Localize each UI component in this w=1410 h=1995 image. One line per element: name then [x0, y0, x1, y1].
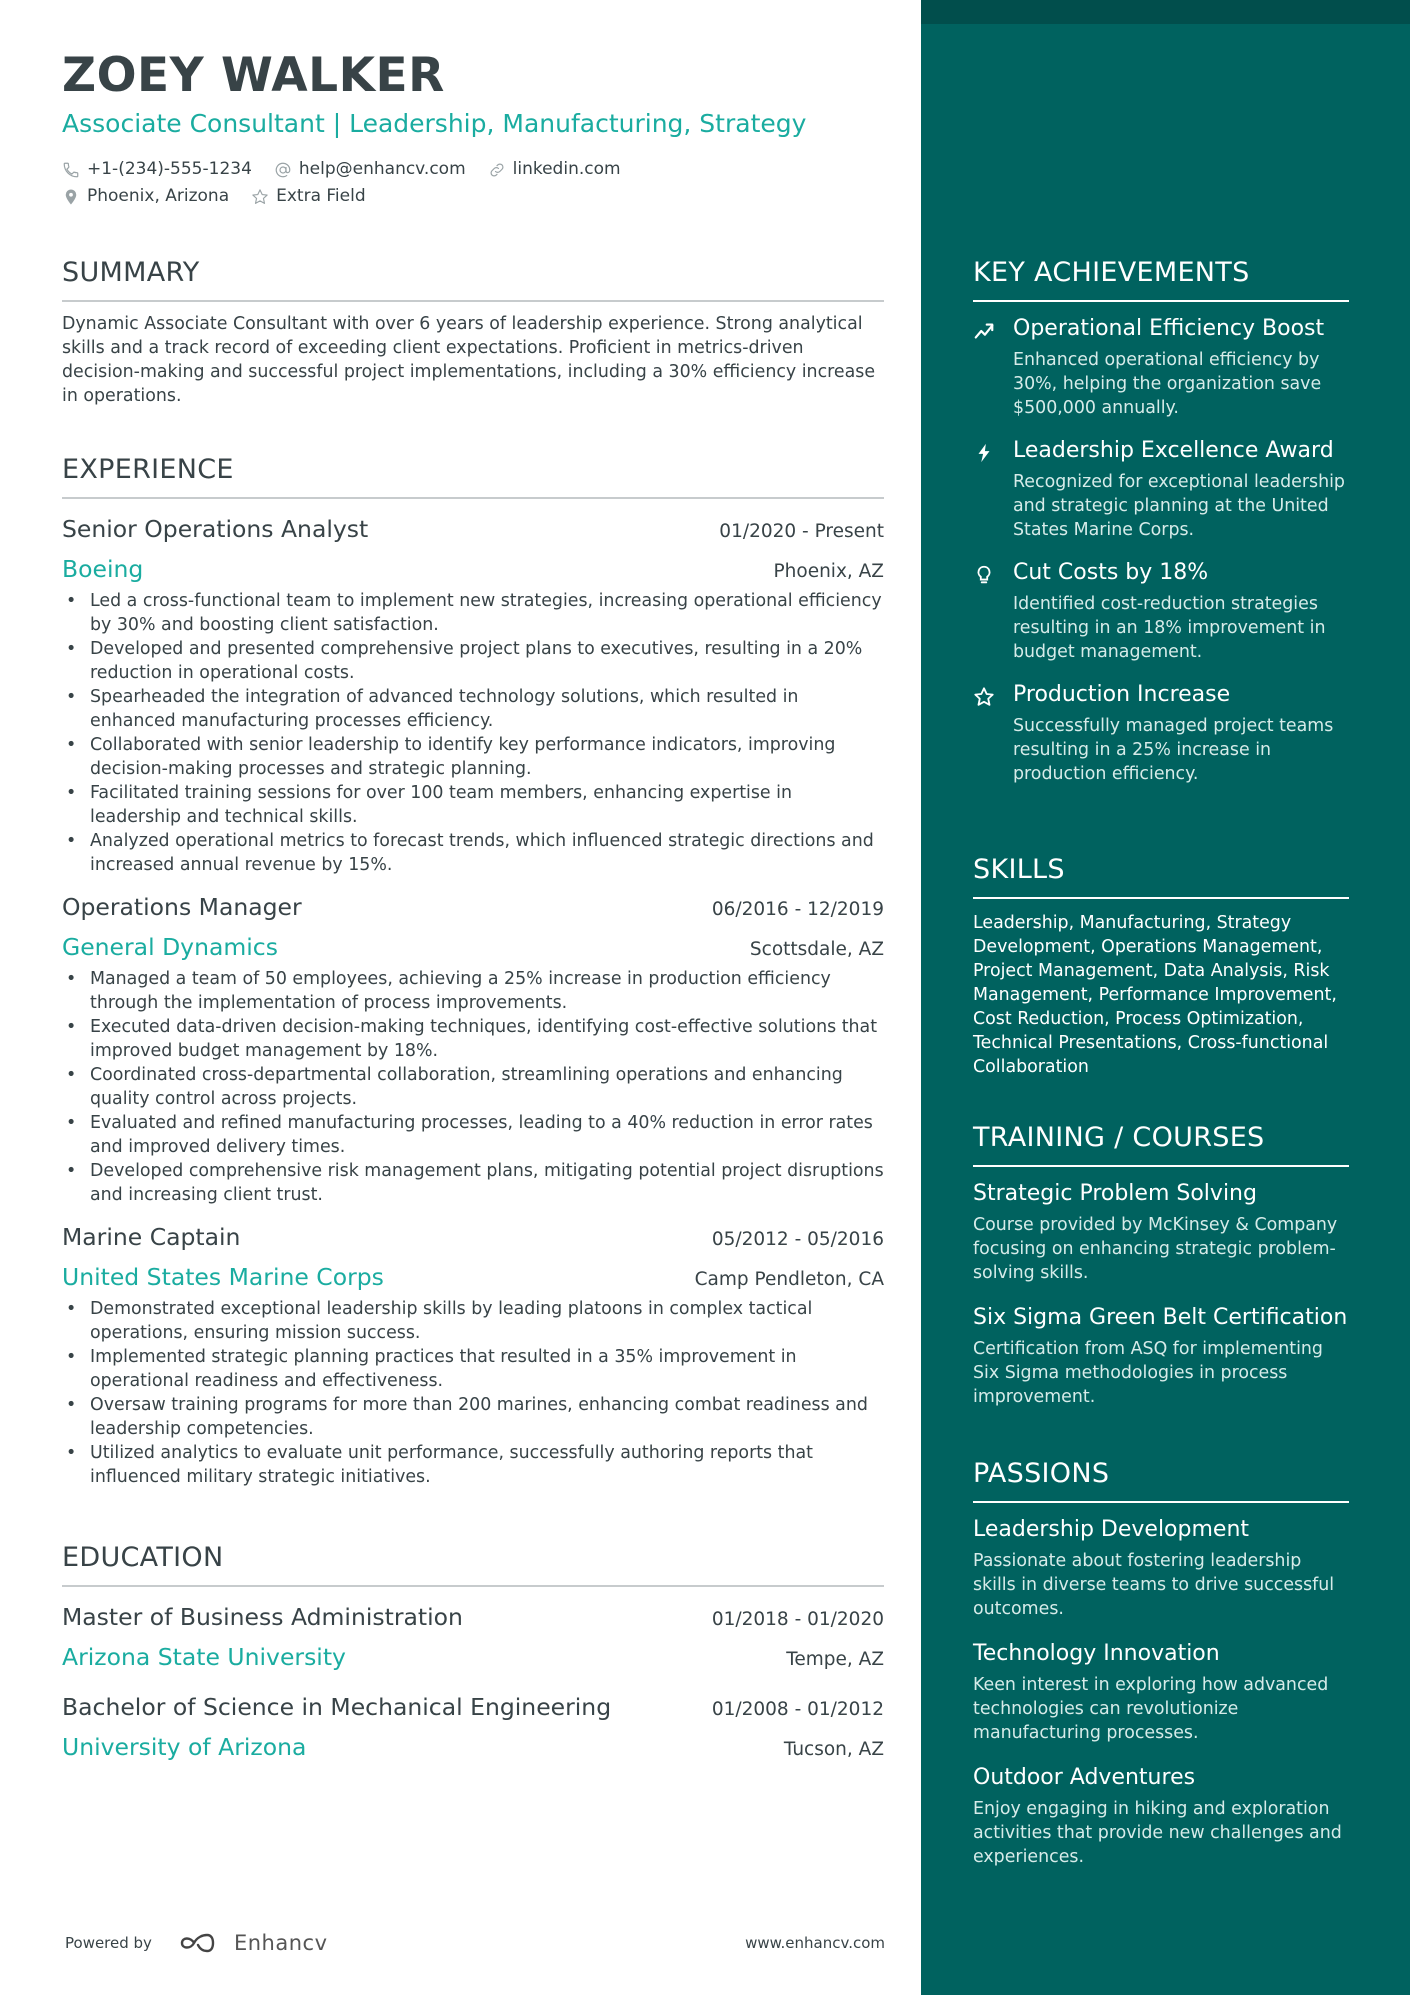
course-title: Six Sigma Green Belt Certification [973, 1305, 1348, 1330]
school-name: University of Arizona [62, 1733, 307, 1761]
school-name: Arizona State University [62, 1643, 346, 1671]
bullet-item: • Led a cross-functional team to implement new strategies, increasing operational efficiency by 30% and boosting client satisfaction. [90, 589, 884, 637]
passion-title: Technology Innovation [973, 1641, 1220, 1666]
phone-text: +1-(234)-555-1234 [87, 159, 252, 179]
education-title: EDUCATION [62, 1541, 884, 1587]
achievement-desc: Enhanced operational efficiency by 30%, helping the organization save $500,000 annually. [1013, 350, 1322, 418]
job-title: Senior Operations Analyst [62, 515, 369, 543]
footer [65, 1930, 885, 1956]
degree: Master of Business Administration [62, 1603, 463, 1631]
achievement-desc: Recognized for exceptional leadership and strategic planning at the United States Marine Corps. [1013, 472, 1345, 540]
candidate-name: ZOEY WALKER [62, 48, 445, 103]
brand-text: Enhancv [233, 1931, 328, 1955]
achievement-item [973, 680, 1349, 786]
achievement-title: Production Increase [1013, 682, 1231, 707]
job-bullets [62, 1297, 884, 1489]
achievement-title: Cut Costs by 18% [1013, 560, 1209, 585]
achievements-title: KEY ACHIEVEMENTS [973, 256, 1349, 302]
company-name: United States Marine Corps [62, 1263, 384, 1291]
passion-desc: Keen interest in exploring how advanced technologies can revolutionize manufacturing processes. [973, 1675, 1329, 1743]
passion-title: Leadership Development [973, 1517, 1250, 1542]
bullet-item: • Analyzed operational metrics to forecast trends, which influenced strategic directions and increased annual revenue by 15%. [90, 829, 884, 877]
bullet-item: • Developed and presented comprehensive project plans to executives, resulting in a 20% reduction in operational costs. [90, 637, 884, 685]
skills-text: Leadership, Manufacturing, Strategy Development, Operations Management, Project Management, Data Analysis, Risk Management, Performance Improvement, Cost Reduction, Process Optimization, Technical Presentations, Cross-functional Collaboration [973, 913, 1337, 1077]
passion-desc: Passionate about fostering leadership skills in diverse teams to drive successful outcomes. [973, 1551, 1335, 1619]
education-location: Tucson, AZ [783, 1739, 884, 1760]
growth-icon [973, 320, 995, 342]
contact-phone[interactable] [62, 156, 252, 183]
achievement-desc: Successfully managed project teams resulting in a 25% increase in production efficiency. [1013, 716, 1334, 784]
education-date: 01/2008 - 01/2012 [711, 1699, 884, 1720]
bullet-item: • Utilized analytics to evaluate unit performance, successfully authoring reports that influenced military strategic initiatives. [90, 1441, 884, 1489]
summary-title: SUMMARY [62, 256, 884, 302]
phone-icon [62, 161, 80, 179]
achievement-item [973, 314, 1349, 420]
location-pin-icon [62, 188, 80, 206]
enhancv-logo[interactable] [178, 1930, 328, 1956]
bullet-item: • Managed a team of 50 employees, achieving a 25% increase in production efficiency through the implementation of process improvements. [90, 967, 884, 1015]
enhancv-logo-icon [178, 1930, 224, 1956]
bullet-item: • Oversaw training programs for more than 200 marines, enhancing combat readiness and leadership competencies. [90, 1393, 884, 1441]
achievements-section [973, 256, 1349, 802]
star-icon [973, 686, 995, 708]
linkedin-text: linkedin.com [512, 159, 621, 179]
education-entry [62, 1687, 884, 1767]
skills-section [973, 853, 1349, 1079]
job-entry [62, 1217, 884, 1489]
achievement-item [973, 436, 1349, 542]
company-name: General Dynamics [62, 933, 278, 961]
training-section [973, 1121, 1349, 1427]
job-location: Scottsdale, AZ [749, 939, 884, 960]
bullet-item: • Facilitated training sessions for over 100 team members, enhancing expertise in leadership and technical skills. [90, 781, 884, 829]
achievement-item [973, 558, 1349, 664]
bullet-item: • Demonstrated exceptional leadership skills by leading platoons in complex tactical operations, ensuring mission success. [90, 1297, 884, 1345]
job-location: Phoenix, AZ [773, 561, 884, 582]
job-entry [62, 887, 884, 1207]
summary-text: Dynamic Associate Consultant with over 6 years of leadership experience. Strong analytical skills and a track record of exceeding client expectations. Proficient in metrics-driven decision-making and successful project implementations, including a 30% efficiency increase in operations. [62, 314, 876, 406]
summary-section [62, 256, 884, 408]
degree: Bachelor of Science in Mechanical Engineering [62, 1693, 612, 1721]
job-bullets [62, 967, 884, 1207]
lightbulb-icon [973, 564, 995, 586]
training-title: TRAINING / COURSES [973, 1121, 1349, 1167]
skills-title: SKILLS [973, 853, 1349, 899]
contact-linkedin[interactable] [488, 156, 621, 183]
achievement-desc: Identified cost-reduction strategies resulting in an 18% improvement in budget management. [1013, 594, 1326, 662]
link-icon [488, 161, 506, 179]
education-entry [62, 1597, 884, 1677]
experience-title: EXPERIENCE [62, 453, 884, 499]
job-date: 06/2016 - 12/2019 [711, 899, 884, 920]
passion-desc: Enjoy engaging in hiking and exploration activities that provide new challenges and experiences. [973, 1799, 1342, 1867]
lightning-icon [973, 442, 995, 464]
bullet-item: • Executed data-driven decision-making techniques, identifying cost-effective solutions that improved budget management by 18%. [90, 1015, 884, 1063]
passions-title: PASSIONS [973, 1457, 1349, 1503]
bullet-item: • Evaluated and refined manufacturing processes, leading to a 40% reduction in error rates and improved delivery times. [90, 1111, 884, 1159]
contact-location [62, 183, 229, 210]
job-title: Operations Manager [62, 893, 302, 921]
bullet-item: • Implemented strategic planning practices that resulted in a 35% improvement in operational readiness and effectiveness. [90, 1345, 884, 1393]
achievement-title: Leadership Excellence Award [1013, 438, 1334, 463]
bullet-item: • Coordinated cross-departmental collaboration, streamlining operations and enhancing quality control across projects. [90, 1063, 884, 1111]
education-location: Tempe, AZ [786, 1649, 884, 1670]
job-date: 01/2020 - Present [719, 521, 884, 542]
email-text: help@enhancv.com [298, 159, 466, 179]
sidebar-top-band [921, 0, 1410, 24]
at-icon [274, 161, 292, 179]
contact-email[interactable] [274, 156, 466, 183]
course-title: Strategic Problem Solving [973, 1181, 1257, 1206]
education-section [62, 1541, 884, 1777]
job-bullets [62, 589, 884, 877]
bullet-item: • Collaborated with senior leadership to identify key performance indicators, improving decision-making processes and strategic planning. [90, 733, 884, 781]
header [62, 46, 884, 210]
website-link[interactable]: www.enhancv.com [745, 1934, 885, 1952]
contact-info [62, 156, 884, 210]
education-date: 01/2018 - 01/2020 [711, 1609, 884, 1630]
bullet-item: • Spearheaded the integration of advanced technology solutions, which resulted in enhanced manufacturing processes efficiency. [90, 685, 884, 733]
headline: Associate Consultant | Leadership, Manufacturing, Strategy [62, 109, 807, 138]
location-text: Phoenix, Arizona [87, 186, 230, 206]
contact-extra [251, 183, 366, 210]
bullet-item: • Developed comprehensive risk management plans, mitigating potential project disruptions and increasing client trust. [90, 1159, 884, 1207]
job-location: Camp Pendleton, CA [694, 1269, 884, 1290]
passion-title: Outdoor Adventures [973, 1765, 1196, 1790]
achievement-title: Operational Efficiency Boost [1013, 316, 1325, 341]
course-desc: Certification from ASQ for implementing Six Sigma methodologies in process improvement. [973, 1339, 1323, 1407]
company-name: Boeing [62, 555, 144, 583]
course-desc: Course provided by McKinsey & Company focusing on enhancing strategic problem-solving skills. [973, 1215, 1338, 1283]
passions-section [973, 1457, 1349, 1887]
powered-by-label: Powered by [65, 1934, 152, 1952]
experience-section [62, 453, 884, 1499]
job-entry [62, 509, 884, 877]
extra-text: Extra Field [276, 186, 366, 206]
job-date: 05/2012 - 05/2016 [711, 1229, 884, 1250]
star-outline-icon [251, 188, 269, 206]
job-title: Marine Captain [62, 1223, 241, 1251]
